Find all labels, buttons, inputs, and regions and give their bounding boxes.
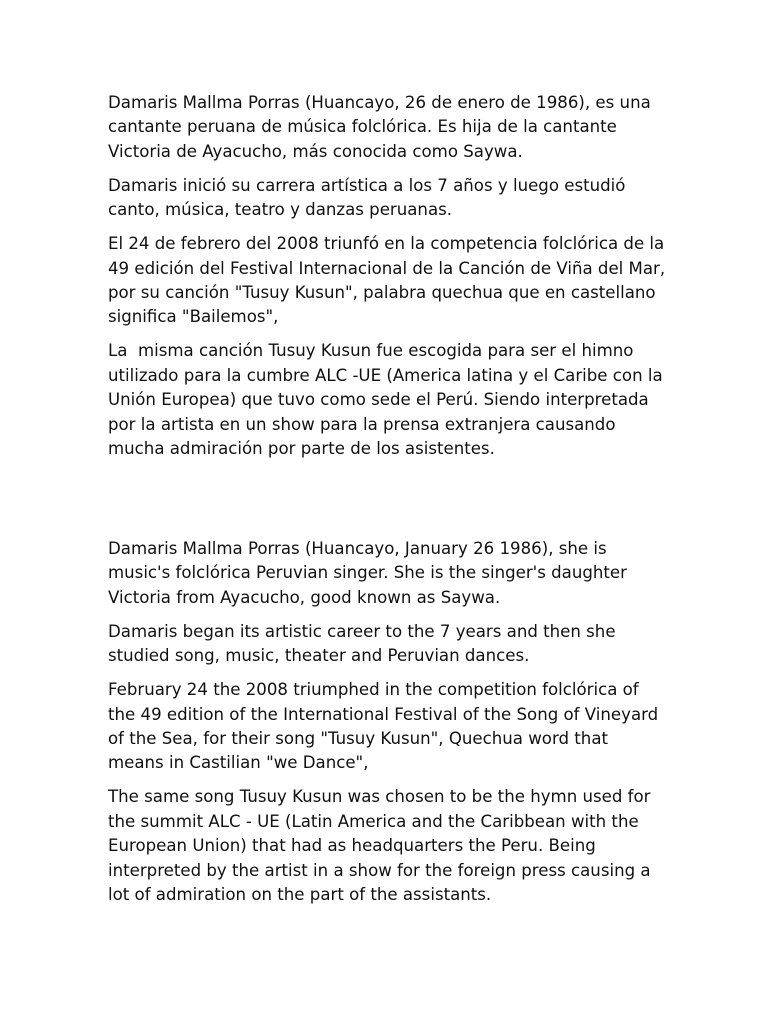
paragraph-es-1: Damaris Mallma Porras (Huancayo, 26 de enero de 1986), es una cantante peruana de música folclórica. Es hija de la cantante Victoria de Ayacucho, más conocida como Saywa. bbox=[108, 93, 651, 161]
paragraph-es-2: Damaris inició su carrera artística a los 7 años y luego estudió canto, música, teatro y danzas peruanas. bbox=[108, 175, 626, 220]
spanish-text-section bbox=[108, 91, 668, 471]
paragraph-en-3: February 24 the 2008 triumphed in the competition folclórica of the 49 edition of the International Festival of the Song of Vineyard of the Sea, for their song "Tusuy Kusun", Quechua word that means in Castilian "we Dance", bbox=[108, 680, 659, 773]
english-text-section bbox=[108, 537, 668, 917]
paragraph-en-1: Damaris Mallma Porras (Huancayo, January 26 1986), she is music's folclórica Peruvian singer. She is the singer's daughter Victoria from Ayacucho, good known as Saywa. bbox=[108, 539, 627, 607]
paragraph-es-3: El 24 de febrero del 2008 triunfó en la competencia folclórica de la 49 edición del Festival Internacional de la Canción de Viña del Mar, por su canción "Tusuy Kusun", palabra quechua que en castellano significa "Bailemos", bbox=[108, 234, 666, 327]
paragraph-en-2: Damaris began its artistic career to the 7 years and then she studied song, music, theater and Peruvian dances. bbox=[108, 621, 616, 666]
paragraph-es-4: La misma canción Tusuy Kusun fue escogida para ser el himno utilizado para la cumbre ALC -UE (America latina y el Caribe con la Unión Europea) que tuvo como sede el Perú. Siendo interpretada por la artista en un show para la prensa extranjera causando mucha admiración por parte de los asistentes. bbox=[108, 341, 668, 459]
paragraph-en-4: The same song Tusuy Kusun was chosen to be the hymn used for the summit ALC - UE (Latin America and the Caribbean with the European Union) that had as headquarters the Peru. Being interpreted by the artist in a show for the foreign press causing a lot of admiration on the part of the assistants. bbox=[108, 787, 651, 905]
